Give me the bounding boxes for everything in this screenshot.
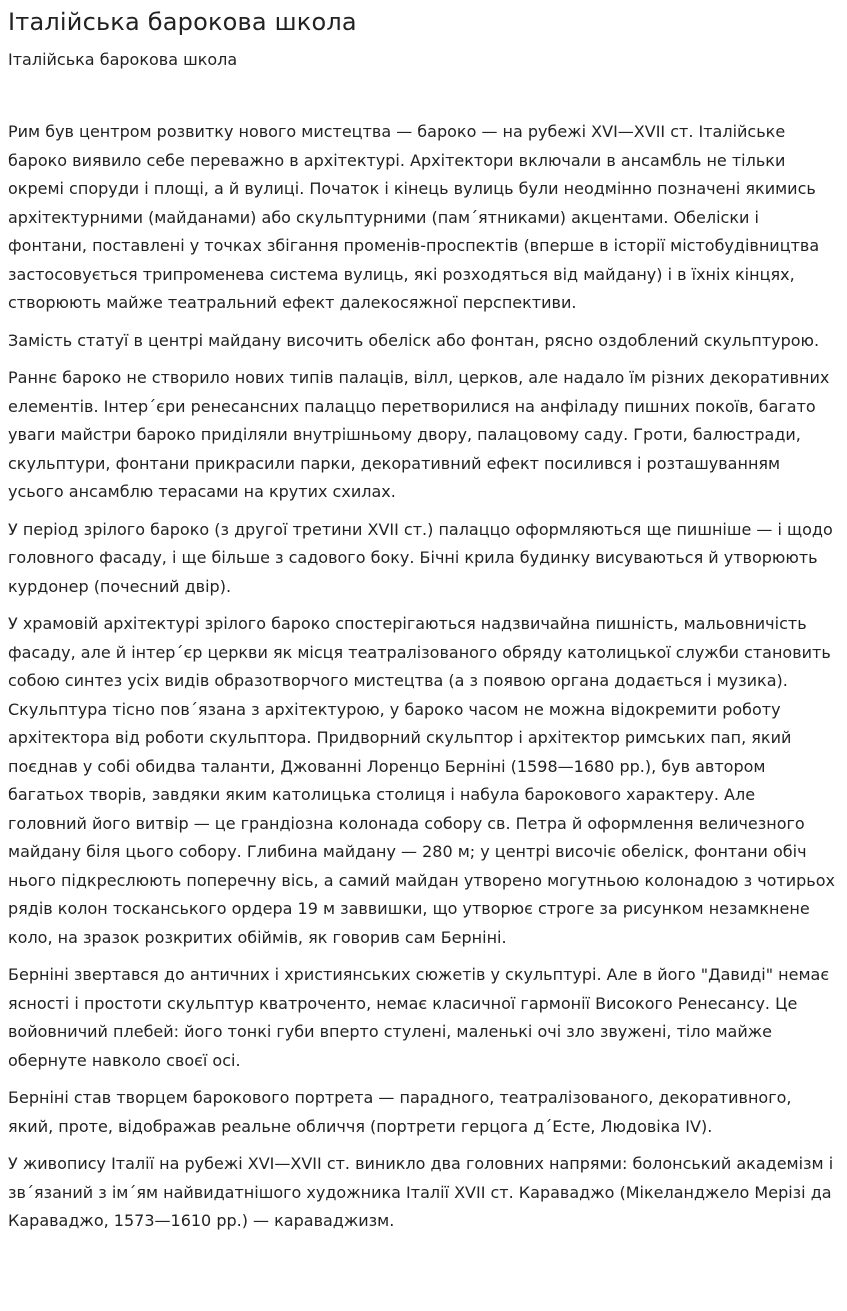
article-paragraph-2: Замість статуї в центрі майдану височить обеліск або фонтан, рясно оздоблений скульптурою.	[8, 330, 820, 350]
page-subtitle: Італійська барокова школа	[8, 50, 238, 69]
page-title: Італійська барокова школа	[8, 8, 357, 36]
article-paragraph-6: Берніні звертався до античних і християнських сюжетів у скульптурі. Але в його "Давиді" немає ясності і простоти скульптур кватроченто, немає класичної гармонії Високого Ренесансу. Це войовничий плебей: його тонкі губи вперто стулені, маленькі очі зло звужені, тіло майже обернуте навколо своєї осі.	[8, 965, 830, 1070]
article-paragraph-4: У період зрілого бароко (з другої третини XVII ст.) палаццо оформляються ще пишніше — і щодо головного фасаду, і ще більше з садового боку. Бічні крила будинку висуваються й утворюють курдонер (почесний двір).	[8, 519, 833, 596]
article-paragraph-8: У живопису Італії на рубежі XVI—XVII ст. виникло два головних напрями: болонський академізм і зв´язаний з ім´ям найвидатнішого художника Італії XVII ст. Караваджо (Мікеланджело Мерізі да Караваджо, 1573—1610 pp.) — караваджизм.	[8, 1154, 834, 1230]
article-paragraph-1: Рим був центром розвитку нового мистецтва — бароко — на рубежі XVI—XVII ст. Італійське бароко виявило себе переважно в архітектурі. Архітектори включали в ансамбль не тільки окремі споруди і площі, а й вулиці. Початок і кінець вулиць були неодмінно позначені якимись архітектурними (майданами) або скульптурними (пам´ятниками) акцентами. Обеліски і фонтани, поставлені у точках збігання променів-проспектів (вперше в історії містобудівництва застосовується трипроменева система вулиць, які розходяться від майдану) і в їхніх кінцях, створюють майже театральний ефект далекосяжної перспективи.	[8, 122, 820, 312]
article-paragraph-7: Берніні став творцем барокового портрета — парадного, театралізованого, декоративного, який, проте, відображав реальне обличчя (портрети герцога д´Есте, Людовіка IV).	[8, 1088, 792, 1136]
article-body	[8, 118, 839, 1236]
article-paragraph-3: Раннє бароко не створило нових типів палаців, вілл, церков, але надало їм різних декоративних елементів. Інтер´єри ренесансних палаццо перетворилися на анфіладу пишних покоїв, багато уваги майстри бароко приділяли внутрішньому двору, палацовому саду. Гроти, балюстради, скульптури, фонтани прикрасили парки, декоративний ефект посилився і розташуванням усього ансамблю терасами на крутих схилах.	[8, 368, 830, 501]
article-paragraph-5: У храмовій архітектурі зрілого бароко спостерігаються надзвичайна пишність, мальовничість фасаду, але й інтер´єр церкви як місця театралізованого обряду католицької служби становить собою синтез усіх видів образотворчого мистецтва (а з появою органа додається і музика). Скульптура тісно пов´язана з архітектурою, у бароко часом не можна відокремити роботу архітектора від роботи скульптора. Придворний скульптор і архітектор римських пап, який поєднав у собі обидва таланти, Джованні Лоренцо Берніні (1598—1680 pp.), був автором багатьох творів, завдяки яким католицька столиця і набула барокового характеру. Але головний його витвір — це грандіозна колонада собору св. Петра й оформлення величезного майдану біля цього собору. Глибина майдану — 280 м; у центрі височіє обеліск, фонтани обіч нього підкреслюють поперечну вісь, а самий майдан утворено могутньою колонадою з чотирьох рядів колон тосканського ордера 19 м заввишки, що утворює строге за рисунком незамкнене коло, на зразок розкритих обіймів, як говорив сам Берніні.	[8, 614, 835, 947]
